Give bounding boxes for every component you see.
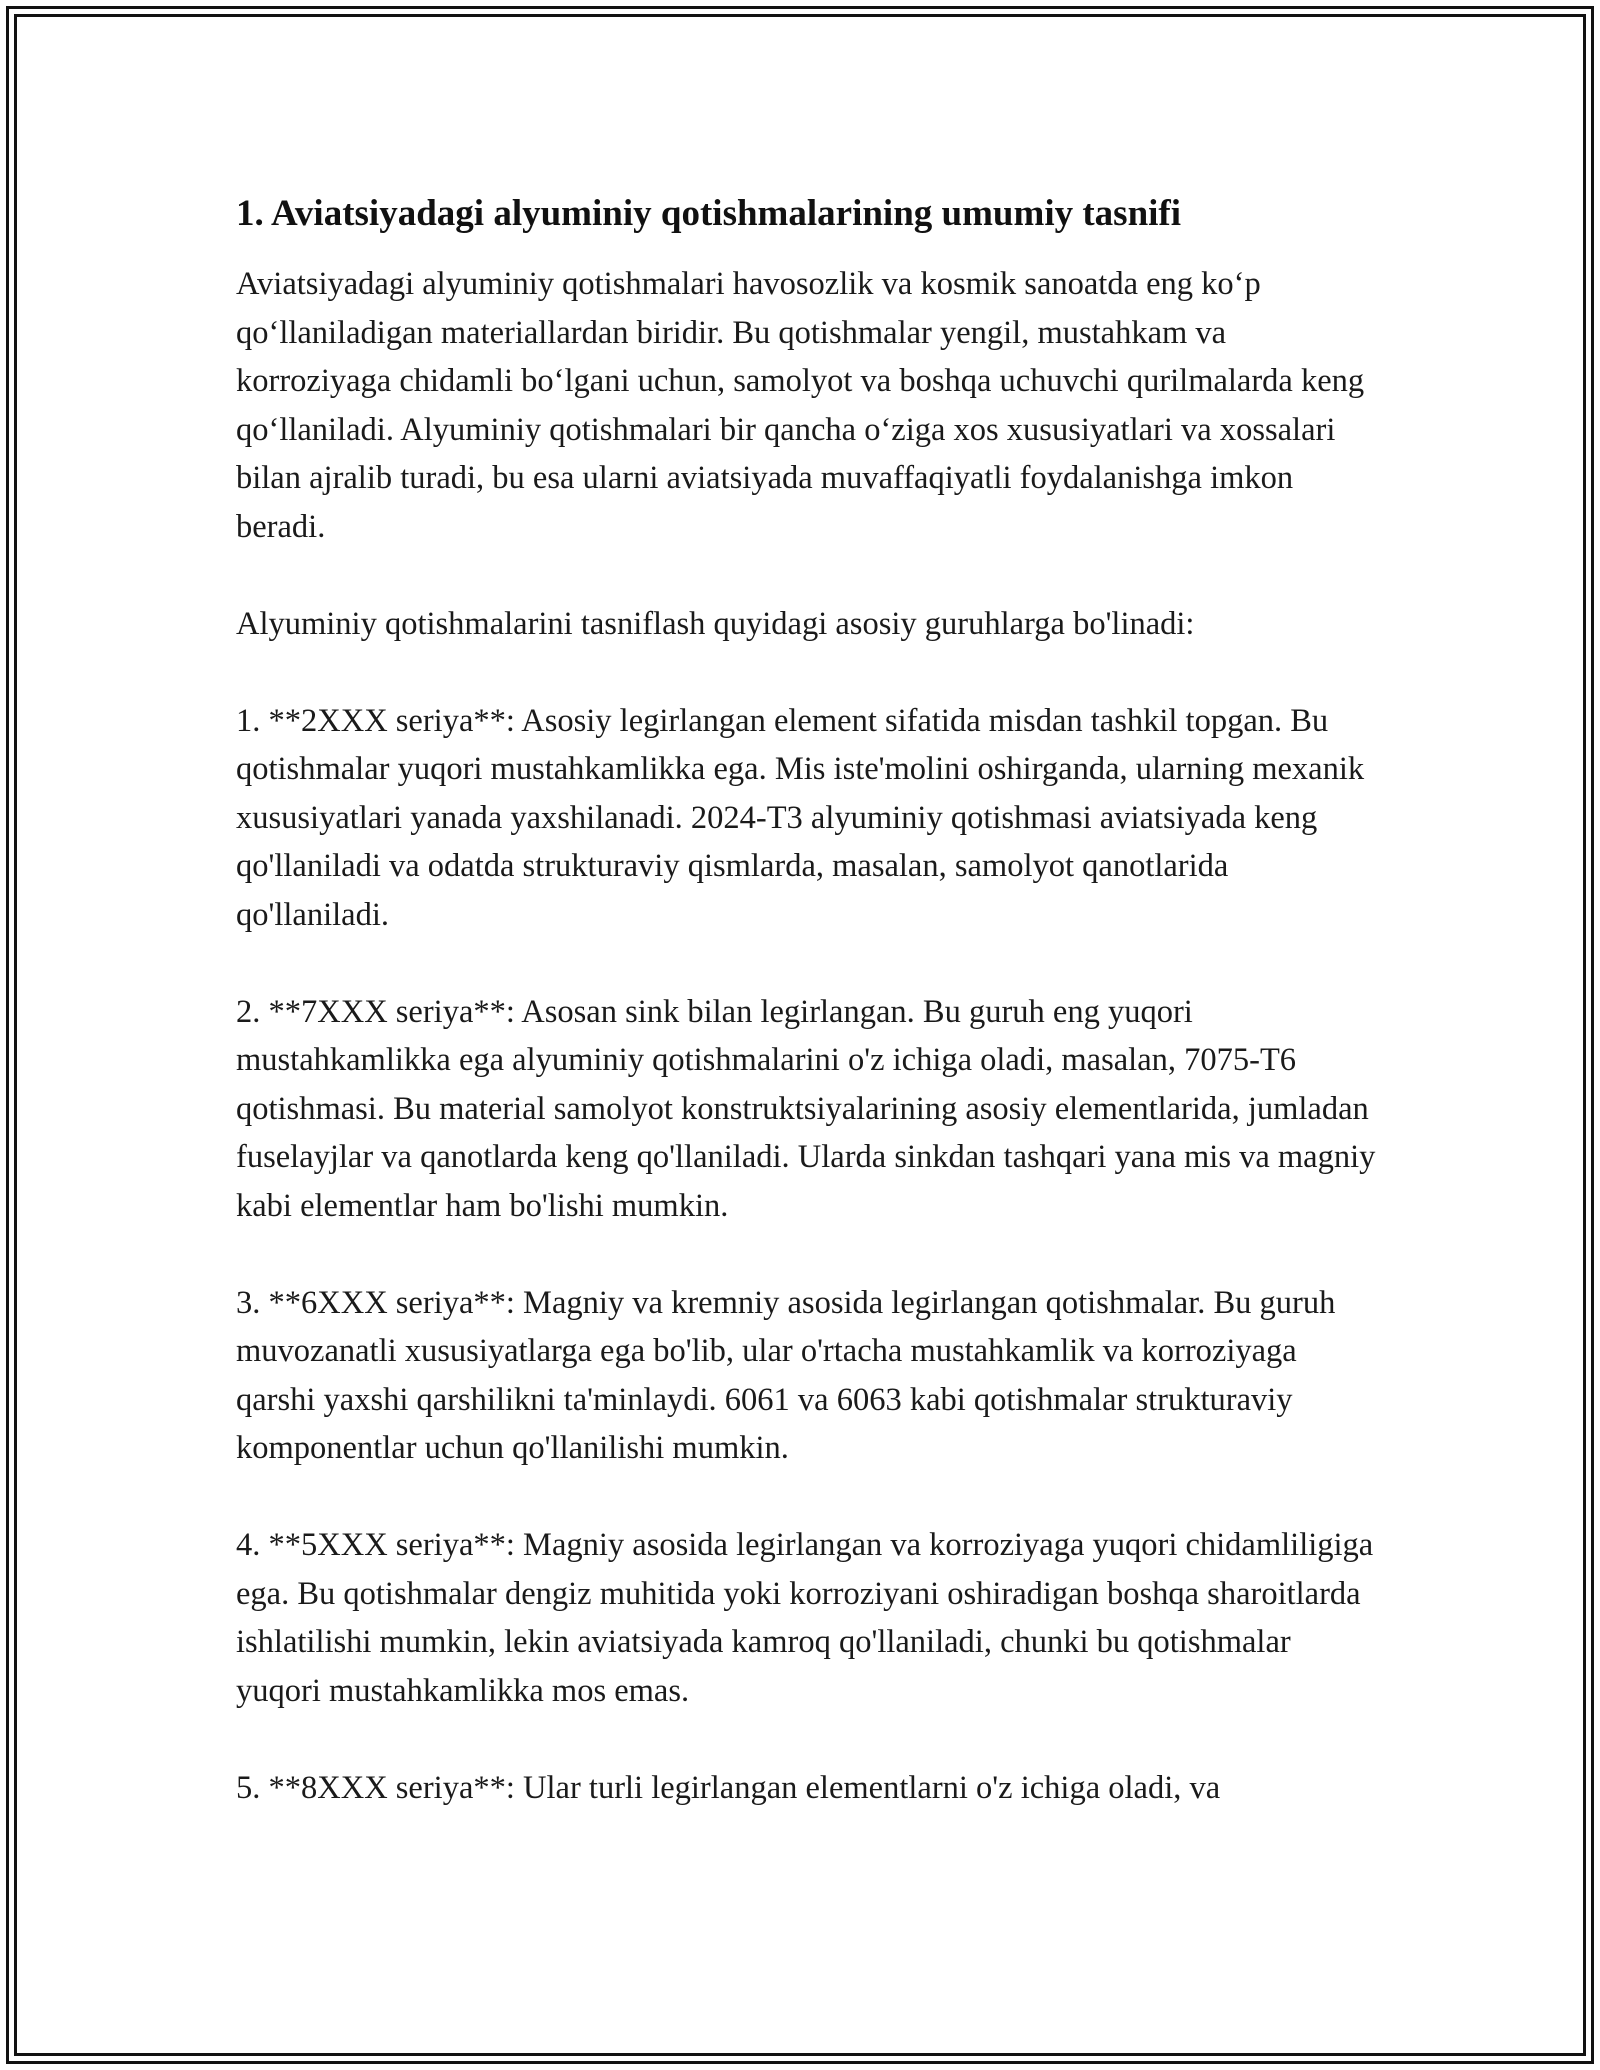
series-7xxx-paragraph: 2. **7XXX seriya**: Asosan sink bilan legirlangan. Bu guruh eng yuqori mustahkamlikka ega alyuminiy qotishmalarini o'z ichiga oladi, masalan, 7075-T6 qotishmasi. Bu material samolyot konstruktsiyalarining asosiy elementlarida, jumladan fuselayjlar va qanotlarda keng qo'llaniladi. Ularda sinkdan tashqari yana mis va magniy kabi elementlar ham bo'lishi mumkin. [236,993,1376,1224]
series-8xxx-paragraph: 5. **8XXX seriya**: Ular turli legirlangan elementlarni o'z ichiga oladi, va [236,1769,1221,1806]
classification-lead-paragraph: Alyuminiy qotishmalarini tasniflash quyidagi asosiy guruhlarga bo'linadi: [236,605,1195,642]
document-body [236,188,1376,1812]
intro-paragraph: Aviatsiyadagi alyuminiy qotishmalari havosozlik va kosmik sanoatda eng ko‘p qo‘llaniladigan materiallardan biridir. Bu qotishmalar yengil, mustahkam va korroziyaga chidamli bo‘lgani uchun, samolyot va boshqa uchuvchi qurilmalarda keng qo‘llaniladi. Alyuminiy qotishmalari bir qancha o‘ziga xos xususiyatlari va xossalari bilan ajralib turadi, bu esa ularni aviatsiyada muvaffaqiyatli foydalanishga imkon beradi. [236,266,1365,545]
series-2xxx-paragraph: 1. **2XXX seriya**: Asosiy legirlangan element sifatida misdan tashkil topgan. Bu qotishmalar yuqori mustahkamlikka ega. Mis iste'molini oshirganda, ularning mexanik xususiyatlari yanada yaxshilanadi. 2024-T3 alyuminiy qotishmasi aviatsiyada keng qo'llaniladi va odatda strukturaviy qismlarda, masalan, samolyot qanotlarida qo'llaniladi. [236,702,1365,933]
series-5xxx-paragraph: 4. **5XXX seriya**: Magniy asosida legirlangan va korroziyaga yuqori chidamliligiga ega. Bu qotishmalar dengiz muhitida yoki korroziyani oshiradigan boshqa sharoitlarda ishlatilishi mumkin, lekin aviatsiyada kamroq qo'llaniladi, chunki bu qotishmalar yuqori mustahkamlikka mos emas. [236,1527,1374,1709]
series-6xxx-paragraph: 3. **6XXX seriya**: Magniy va kremniy asosida legirlangan qotishmalar. Bu guruh muvozanatli xususiyatlarga ega bo'lib, ular o'rtacha mustahkamlik va korroziyaga qarshi yaxshi qarshilikni ta'minlaydi. 6061 va 6063 kabi qotishmalar strukturaviy komponentlar uchun qo'llanilishi mumkin. [236,1284,1336,1466]
document-title: 1. Aviatsiyadagi alyuminiy qotishmalarining umumiy tasnifi [236,193,1182,234]
